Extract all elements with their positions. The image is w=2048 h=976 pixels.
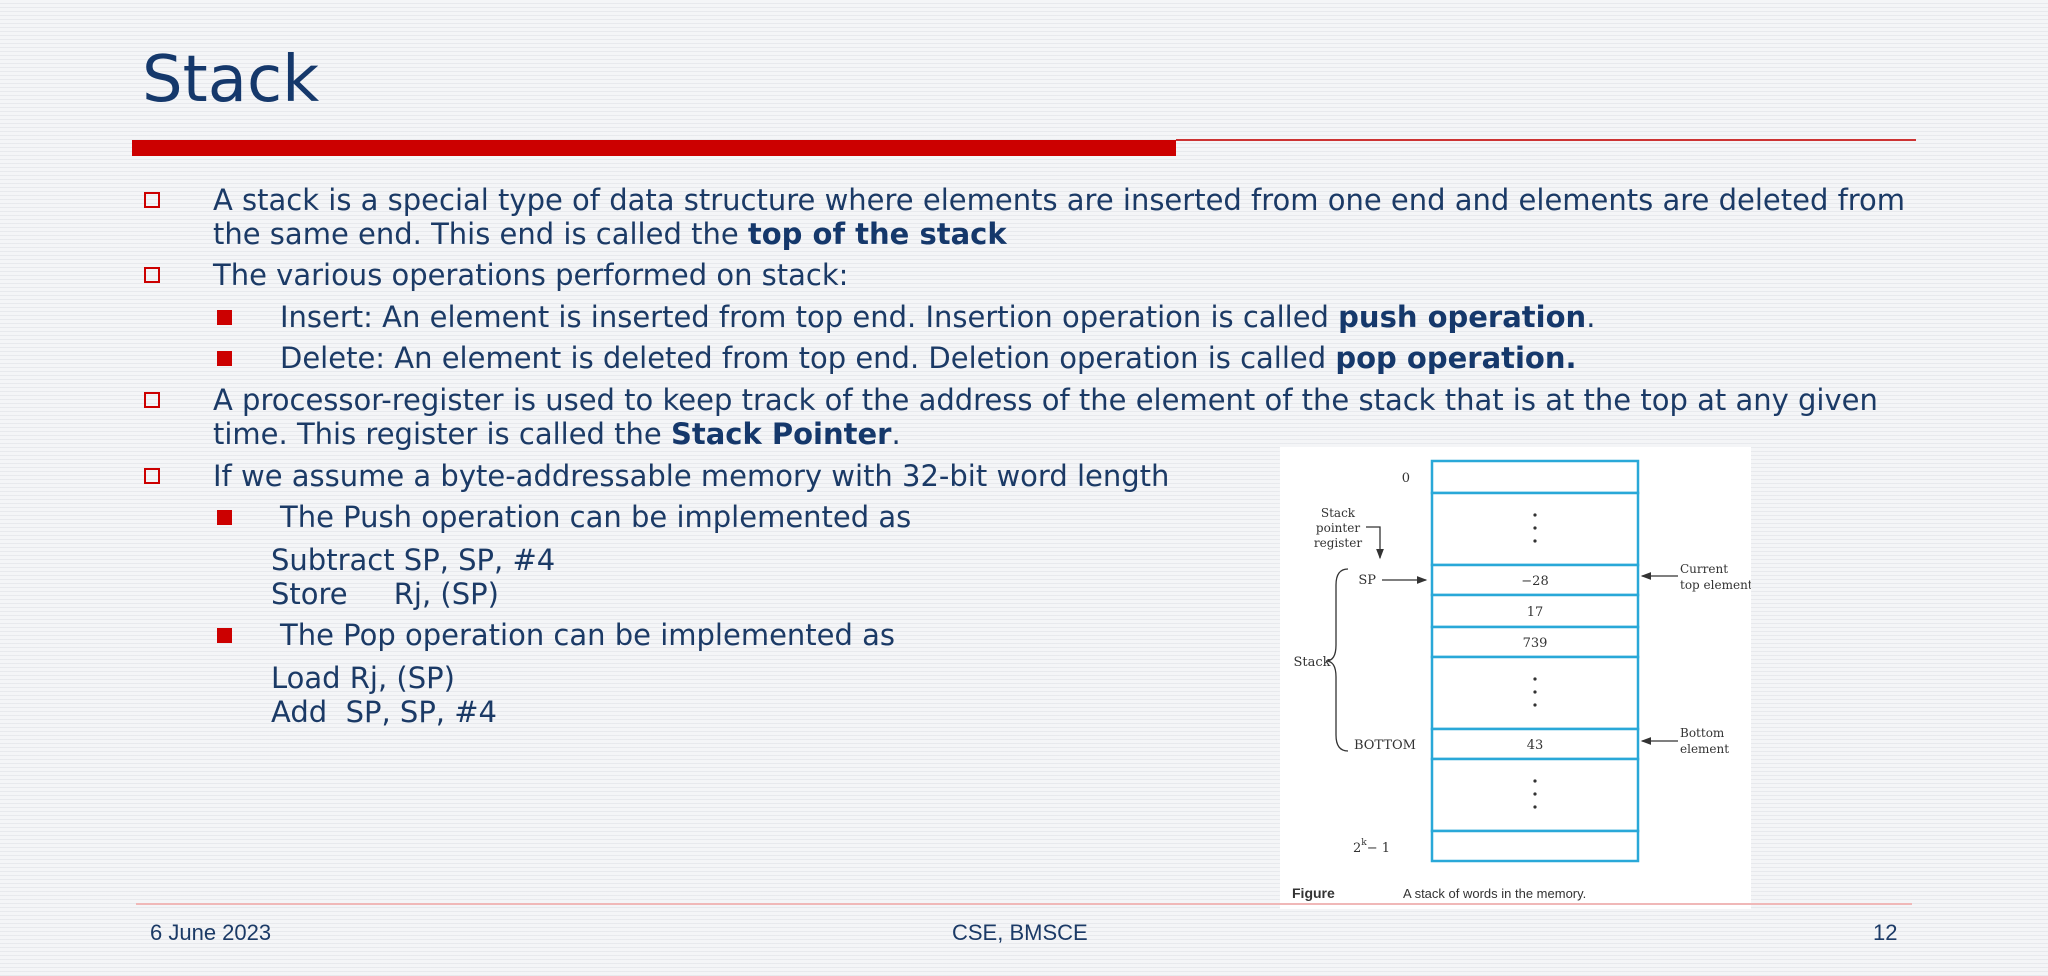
bullet-text: A processor-register is used to keep track of the address of the element of the stack that is at the top at any given time. This register is called the: [213, 383, 1878, 451]
bullet-text: Insert: An element is inserted from top end. Insertion operation is called: [280, 300, 1339, 334]
bullet-text-after: .: [1586, 300, 1596, 334]
sp-register-label: Stack: [1320, 506, 1356, 520]
filled-square-bullet-icon: [217, 351, 232, 366]
footer-center-text: CSE, BMSCE: [952, 920, 1088, 945]
sp-label: SP: [1358, 573, 1376, 588]
bullet-text: A stack is a special type of data structure where elements are inserted from one end and elements are deleted from the same end. This end is called the: [213, 183, 1906, 251]
memory-column: [1432, 461, 1638, 861]
figure-caption-text: A stack of words in the memory.: [1403, 886, 1587, 901]
bullet-bold-text: top of the stack: [747, 217, 1007, 251]
bullet-bold-text: pop operation.: [1335, 341, 1577, 375]
bullet-stack-definition: [213, 183, 1913, 251]
filled-square-bullet-icon: [217, 628, 232, 643]
footer-page-number: 12: [1873, 920, 1898, 945]
sp-register-label: register: [1313, 536, 1363, 550]
filled-square-bullet-icon: [217, 310, 232, 325]
bullet-bold-text: push operation: [1338, 300, 1587, 334]
current-top-label: Current: [1680, 562, 1729, 576]
sub-bullet-pop: The Pop operation can be implemented as: [280, 618, 896, 652]
figure-caption-label: Figure: [1292, 885, 1335, 901]
sub-bullet-delete: [280, 341, 1577, 375]
filled-square-bullet-icon: [217, 510, 232, 525]
bottom-label: BOTTOM: [1353, 738, 1416, 753]
sub-bullet-push: The Push operation can be implemented as: [280, 500, 912, 534]
bullet-text-after: .: [891, 417, 901, 451]
bottom-element-label: Bottom: [1680, 726, 1725, 740]
bullet-bold-text: Stack Pointer: [670, 417, 892, 451]
cell-value: 43: [1526, 738, 1544, 753]
sp-register-label: pointer: [1315, 521, 1361, 535]
bottom-address-label: $2^k- 1$: [1352, 838, 1390, 856]
push-code-line-2: Store Rj, (SP): [271, 577, 499, 611]
push-code-line-1: Subtract SP, SP, #4: [271, 543, 556, 577]
footer-date: 6 June 2023: [150, 920, 272, 945]
hollow-square-bullet-icon: [144, 267, 160, 283]
current-top-label: top element: [1680, 578, 1751, 592]
pop-code-line-2: Add SP, SP, #4: [271, 695, 497, 729]
cell-value: −28: [1521, 574, 1549, 589]
top-address-label: 0: [1401, 471, 1410, 486]
sub-bullet-insert: [280, 300, 1595, 334]
bullet-stack-pointer: [213, 383, 1913, 451]
cell-value: 739: [1522, 636, 1548, 651]
slide-title: Stack: [142, 43, 320, 117]
bullet-text: Delete: An element is deleted from top end. Deletion operation is called: [280, 341, 1336, 375]
hollow-square-bullet-icon: [144, 192, 160, 208]
hollow-square-bullet-icon: [144, 468, 160, 484]
footer-divider: [136, 903, 1912, 905]
stack-label: Stack: [1293, 655, 1331, 670]
bullet-operations: The various operations performed on stack:: [213, 258, 849, 292]
bottom-element-label: element: [1680, 742, 1730, 756]
hollow-square-bullet-icon: [144, 392, 160, 408]
cell-value: 17: [1526, 605, 1544, 620]
pop-code-line-1: Load Rj, (SP): [271, 661, 455, 695]
stack-memory-figure: [1280, 447, 1751, 909]
bullet-byte-addressable: If we assume a byte-addressable memory with 32-bit word length: [213, 459, 1170, 493]
